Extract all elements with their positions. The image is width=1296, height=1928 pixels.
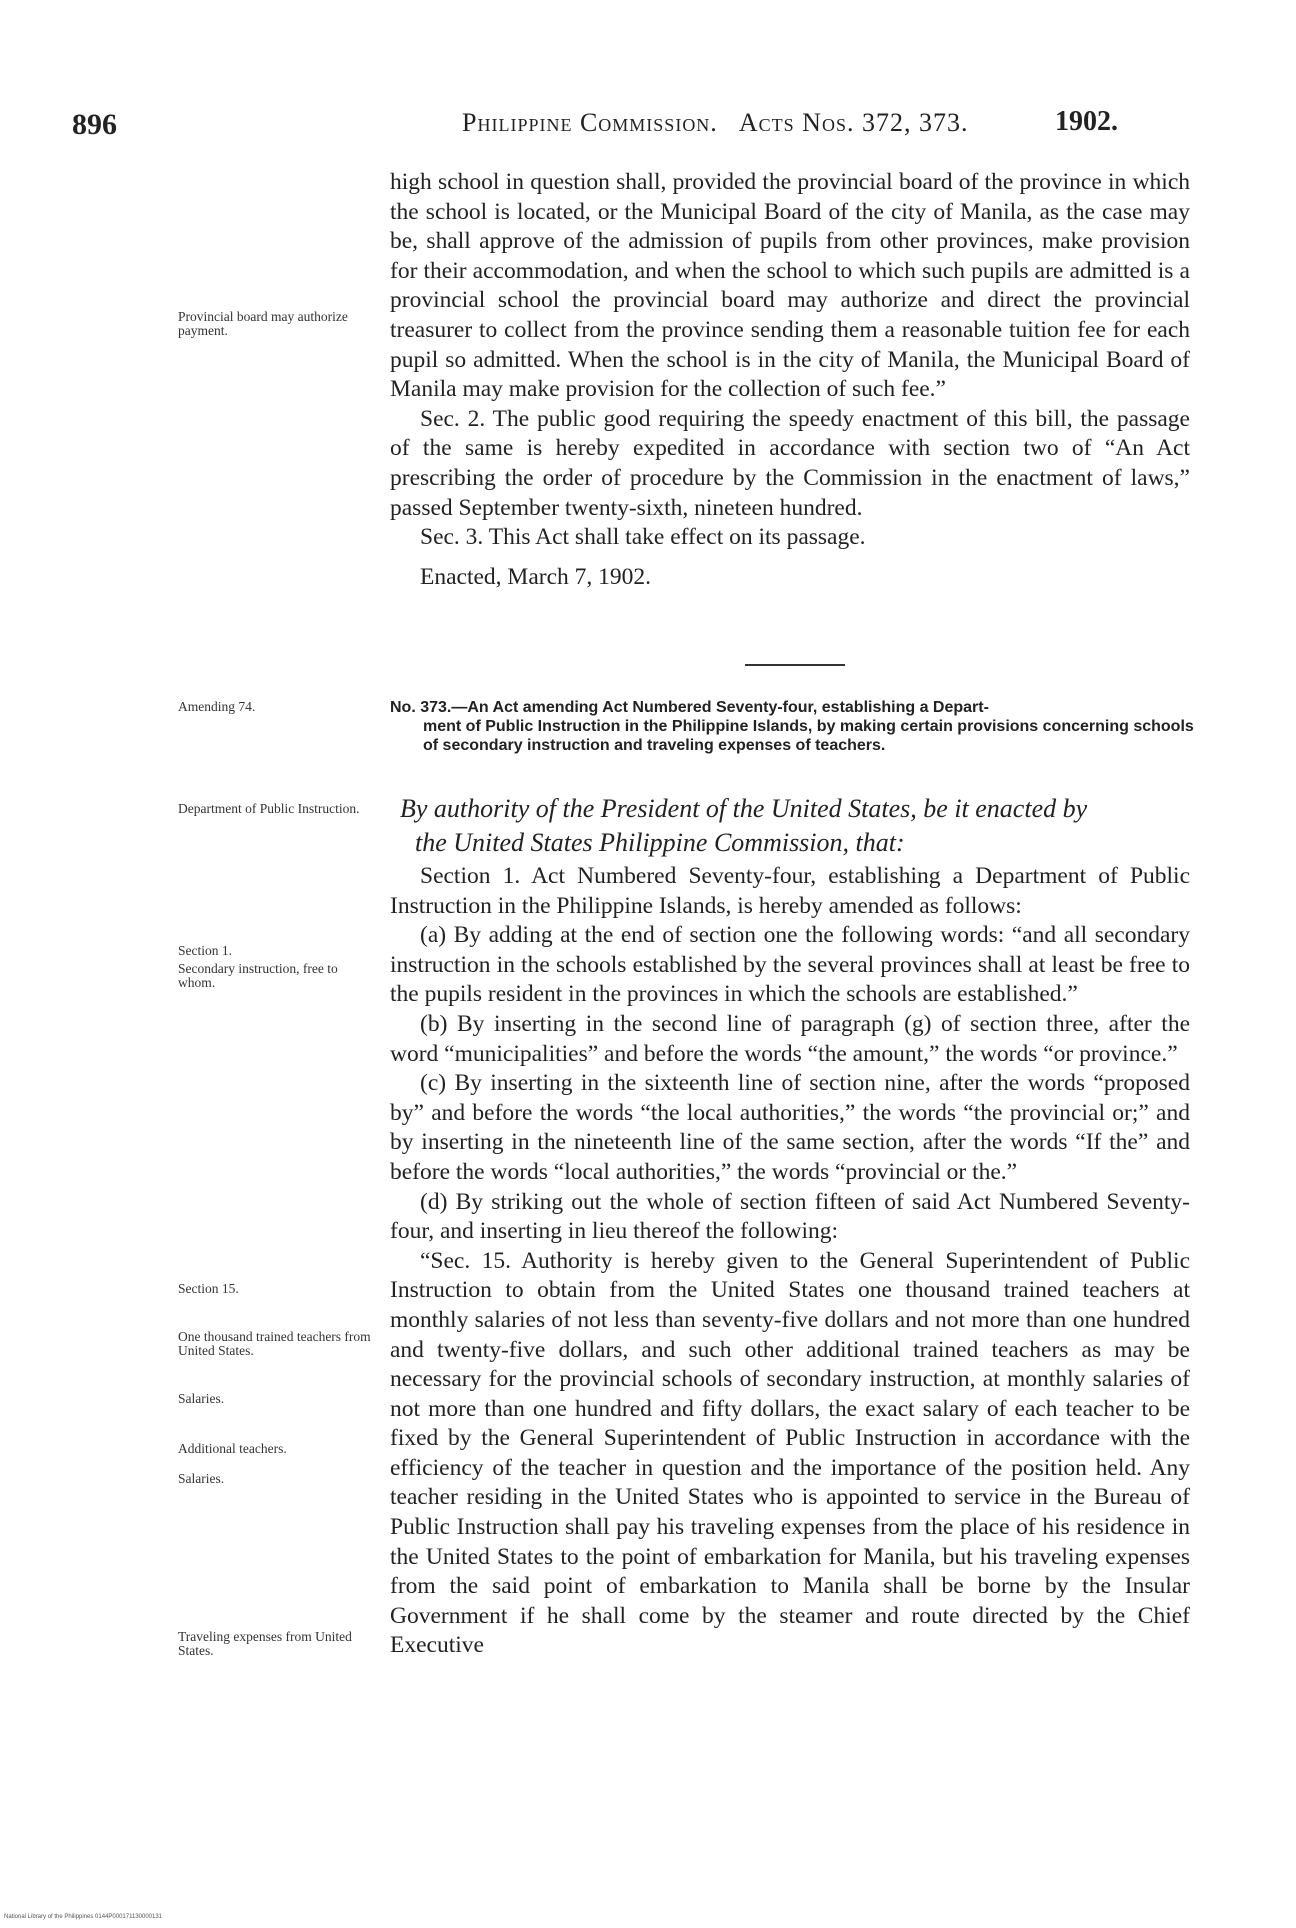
enacted-date: Enacted, March 7, 1902. — [420, 563, 652, 590]
act-heading-rest: ment of Public Instruction in the Philippine Islands, by making certain provisions concerning schools of secondary instruction and traveling expenses of teachers. — [423, 718, 1194, 754]
act-372-continuation — [390, 168, 1190, 592]
margin-note: Department of Public Instruction. — [178, 801, 360, 816]
margin-note: Section 15. — [178, 1281, 239, 1296]
enacting-clause-line1: By authority of the President of the United States, be it enacted by — [400, 794, 1088, 823]
paragraph-sec-2: Sec. 2. The public good requiring the speedy enactment of this bill, the passage of the same is hereby expedited in accordance with section two of “An Act prescribing the order of procedure by the Commission in the enactment of laws,” passed September twenty-sixth, nineteen hundred. — [390, 405, 1190, 521]
act-heading-line1: No. 373.—An Act amending Act Numbered Seventy-four, establishing a Depart- — [390, 699, 989, 716]
paragraph-sec-15: “Sec. 15. Authority is hereby given to the General Superintendent of Public Instruction to obtain from the United States one thousand trained teachers at monthly salaries of not less than seventy-five dollars and not more than one hundred and twenty-five dollars, and such other additional trained teachers as may be necessary for the provincial schools of secondary instruction, at monthly salaries of not more than one hundred and fifty dollars, the exact salary of each teacher to be fixed by the General Superintendent of Public Instruction in accordance with the efficiency of the teacher in question and the importance of the position held. Any teacher residing in the United States who is appointed to service in the Bureau of Public Instruction shall pay his traveling expenses from the place of his residence in the United States to the point of embarkation for Manila, but his traveling expenses from the said point of embarkation to Manila shall be borne by the Insular Government if he shall come by the steamer and route directed by the Chief Executive — [390, 1247, 1190, 1659]
margin-note: Provincial board may authorize payment. — [178, 309, 348, 338]
margin-note: Amending 74. — [178, 699, 256, 714]
margin-note: Section 1. — [178, 943, 232, 958]
margin-note: One thousand trained teachers from United States. — [178, 1329, 371, 1358]
margin-note: Salaries. — [178, 1471, 225, 1486]
enacting-clause — [400, 792, 1190, 860]
margin-note: Secondary instruction, free to whom. — [178, 961, 338, 990]
act-373-heading — [390, 698, 1200, 755]
paragraph-section-1: Section 1. Act Numbered Seventy-four, establishing a Department of Public Instruction in the Philippine Islands, is hereby amended as follows: — [390, 863, 1190, 919]
scan-footer: National Library of the Philippines 0144P000171130000131 — [4, 1914, 163, 1920]
paragraph-sec-3: Sec. 3. This Act shall take effect on its passage. — [420, 524, 866, 551]
paragraph-b: (b) By inserting in the second line of paragraph (g) of section three, after the word “municipalities” and before the words “the amount,” the words “or province.” — [390, 1010, 1190, 1067]
act-373-body — [390, 862, 1190, 1661]
margin-note: Traveling expenses from United States. — [178, 1629, 352, 1658]
paragraph-c: (c) By inserting in the sixteenth line of section nine, after the words “proposed by” and before the words “the local authorities,” the words “the provincial or;” and by inserting in the nineteenth line of the same section, after the words “If the” and before the words “local authorities,” the words “provincial or the.” — [390, 1070, 1190, 1185]
margin-note: Additional teachers. — [178, 1441, 287, 1456]
header-year: 1902. — [1055, 106, 1118, 137]
paragraph-d: (d) By striking out the whole of section fifteen of said Act Numbered Seventy-four, and inserting in lieu thereof the following: — [390, 1188, 1190, 1245]
section-divider — [745, 664, 845, 666]
running-head: Philippine Commission. Acts Nos. 372, 373. — [462, 108, 969, 137]
paragraph-a: (a) By adding at the end of section one the following words: “and all secondary instruction in the schools established by the several provinces shall at least be free to the pupils resident in the provinces in which the schools are established.” — [390, 922, 1190, 1008]
enacting-clause-line2: the United States Philippine Commission, that: — [415, 828, 905, 857]
paragraph: high school in question shall, provided the provincial board of the province in which the school is located, or the Municipal Board of the city of Manila, as the case may be, shall approve of the admission of pupils from other provinces, make provision for their accommodation, and when the school to which such pupils are admitted is a provincial school the provincial board may authorize and direct the provincial treasurer to collect from the province sending them a reasonable tuition fee for each pupil so admitted. When the school is in the city of Manila, the Municipal Board of Manila may make provision for the collection of such fee.” — [390, 169, 1190, 403]
margin-note: Salaries. — [178, 1391, 225, 1406]
page-number: 896 — [72, 108, 117, 141]
